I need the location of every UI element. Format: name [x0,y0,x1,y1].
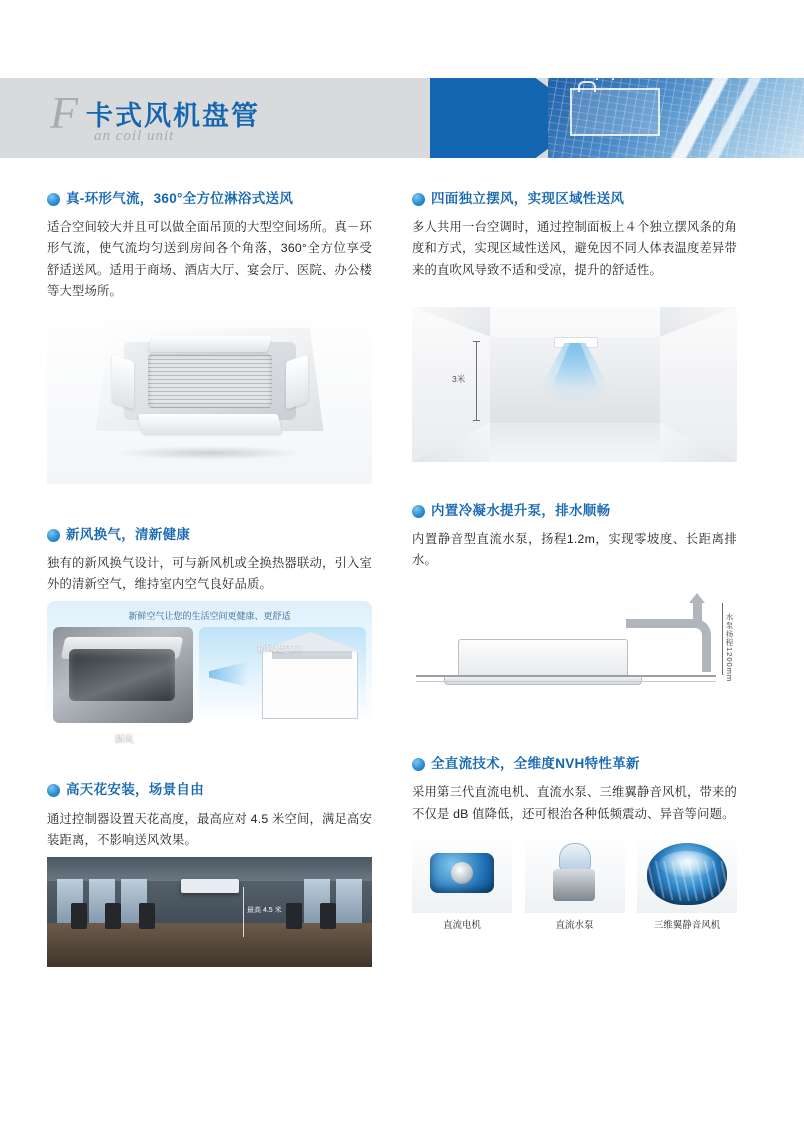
cassette-unit-photo [47,308,372,484]
motor-shape [430,853,494,893]
gym-window [336,879,362,923]
section-title: 真-环形气流，360°全方位淋浴式送风 [66,191,294,206]
room-ceiling-left [412,307,490,337]
section-header [47,781,372,799]
component-caption: 三维翼静音风机 [653,919,721,931]
section-title: 内置冷凝水提升泵，排水顺畅 [431,502,611,518]
section-body: 适合空间较大并且可以做全面吊顶的大型空间场所。真－环形气流，使气流均匀送到房间各个角落，360°全方位享受舒适送风。适用于商场、酒店大厅、宴会厅、医院、办公楼等大型场所。 [47,220,372,298]
cassette-grille [148,354,272,408]
dc-motor-photo [412,835,512,913]
section-header [412,502,737,520]
house-shape [262,651,358,719]
header-building-photo [548,78,804,158]
title-english: an coil unit [94,128,175,144]
cassette-shadow [114,446,306,460]
drain-pipe-riser [693,601,702,625]
room-floor-left [412,423,490,462]
bullet-icon [412,505,425,518]
bullet-icon [47,193,60,206]
header-rooftop-unit-icon [570,88,660,136]
section-airflow-360 [47,190,372,484]
fresh-air-indoor-photo [53,627,193,744]
gym-equipment [71,903,87,929]
bullet-icon [47,529,60,542]
section-body: 内置静音型直流水泵，扬程1.2m，实现零坡度、长距离排水。 [412,531,737,567]
title-chinese: 卡式风机盘管 [86,101,260,131]
bullet-icon [412,758,425,771]
ceiling-height-dimension-line [243,887,244,937]
bullet-icon [412,193,425,206]
right-column [412,190,737,945]
section-title: 新风换气，清新健康 [66,526,191,542]
pump-shape [551,843,597,905]
pump-dome [559,843,591,871]
unit-chamber [69,649,175,701]
section-title: 四面独立摆风，实现区域性送风 [431,191,625,206]
room-airflow-photo [412,307,737,462]
gym-equipment [139,903,155,929]
title-initial-letter: F [50,87,79,138]
section-body: 采用第三代直流电机、直流水泵、三维翼静音风机，带来的不仅是 dB 值降低，还可根治各种低频震动、异音等问题。 [412,785,737,821]
section-title: 全直流技术，全维度NVH特性革新 [431,756,640,772]
section-header [47,190,372,208]
ceiling-line [416,675,716,677]
pump-base [553,869,595,901]
room-floor [490,423,660,462]
fresh-air-label: 新风 [115,733,134,744]
gym-floor [47,923,372,967]
section-body: 独有的新风换气设计，可与新风机或全换热器联动，引入室外的清新空气，维持室内空气良好品质。 [47,556,372,592]
fresh-air-house-diagram [199,627,366,723]
drain-flow-arrow-icon [689,593,705,603]
ceiling-cassette-unit [181,879,239,893]
component-caption: 直流水泵 [555,919,594,931]
section-body: 通过控制器设置天花高度，最高应对 4.5 米空间，满足高安装距离，不影响送风效果。 [47,811,372,847]
bullet-icon [47,784,60,797]
high-ceiling-photo [47,857,372,967]
section-header [47,526,372,544]
drain-pipe-bend [626,619,711,672]
section-header [412,190,737,208]
gym-equipment [105,903,121,929]
indoor-unit-body [458,639,628,677]
section-four-way-independent [412,190,737,462]
fresh-air-caption: 新鲜空气让您的生活空间更健康、更舒适 [128,611,291,622]
header-rooftop-vent-icon [596,69,614,80]
section-body: 多人共用一台空调时，通过控制面板上４个独立摆风条的角度和方式，实现区域性送风，避免因不同人体表温度差异带来的直吹风导致不适和受凉，提升的舒适性。 [412,220,737,277]
gym-equipment [286,903,302,929]
room-height-label: 3米 [452,373,466,384]
cassette-vane-left [112,354,134,409]
pump-head-dimension-line [722,603,723,675]
section-header [412,755,737,773]
drain-pump-diagram [412,591,737,711]
cassette-vane-bottom [137,414,281,434]
gym-equipment [320,903,336,929]
section-high-ceiling [47,781,372,967]
room-floor-right [660,423,737,462]
ceiling-height-label: 最高 4.5 米 [247,906,282,914]
fresh-air-diagram [47,601,372,744]
cassette-illustration [96,328,324,460]
airflow-cone [209,661,249,687]
section-drain-pump [412,502,737,712]
component-caption: 直流电机 [442,919,481,931]
ceiling-line-secondary [416,681,716,682]
gym-ceiling [47,857,372,881]
pump-head-label: 水泵扬程1200mm [725,613,734,683]
quiet-fan-photo [637,835,737,913]
component-photo-row [412,835,737,931]
section-fresh-air [47,526,372,744]
room-height-dimension-line [476,341,477,421]
dc-water-pump-photo [525,835,625,913]
section-title: 高天花安装，场景自由 [66,782,204,798]
component-quiet-fan [637,835,737,931]
room-ceiling-right [660,307,737,337]
component-dc-motor [412,835,512,931]
component-dc-water-pump [525,835,625,931]
page-header-band [0,78,804,158]
cassette-vane-right [286,354,308,409]
fan-shape [647,843,727,905]
fresh-air-inlet-label: 新风进气口 [257,643,303,654]
left-column [47,190,372,981]
section-dc-technology [412,755,737,931]
page-footer [0,1097,804,1123]
cassette-vane-top [147,336,272,352]
